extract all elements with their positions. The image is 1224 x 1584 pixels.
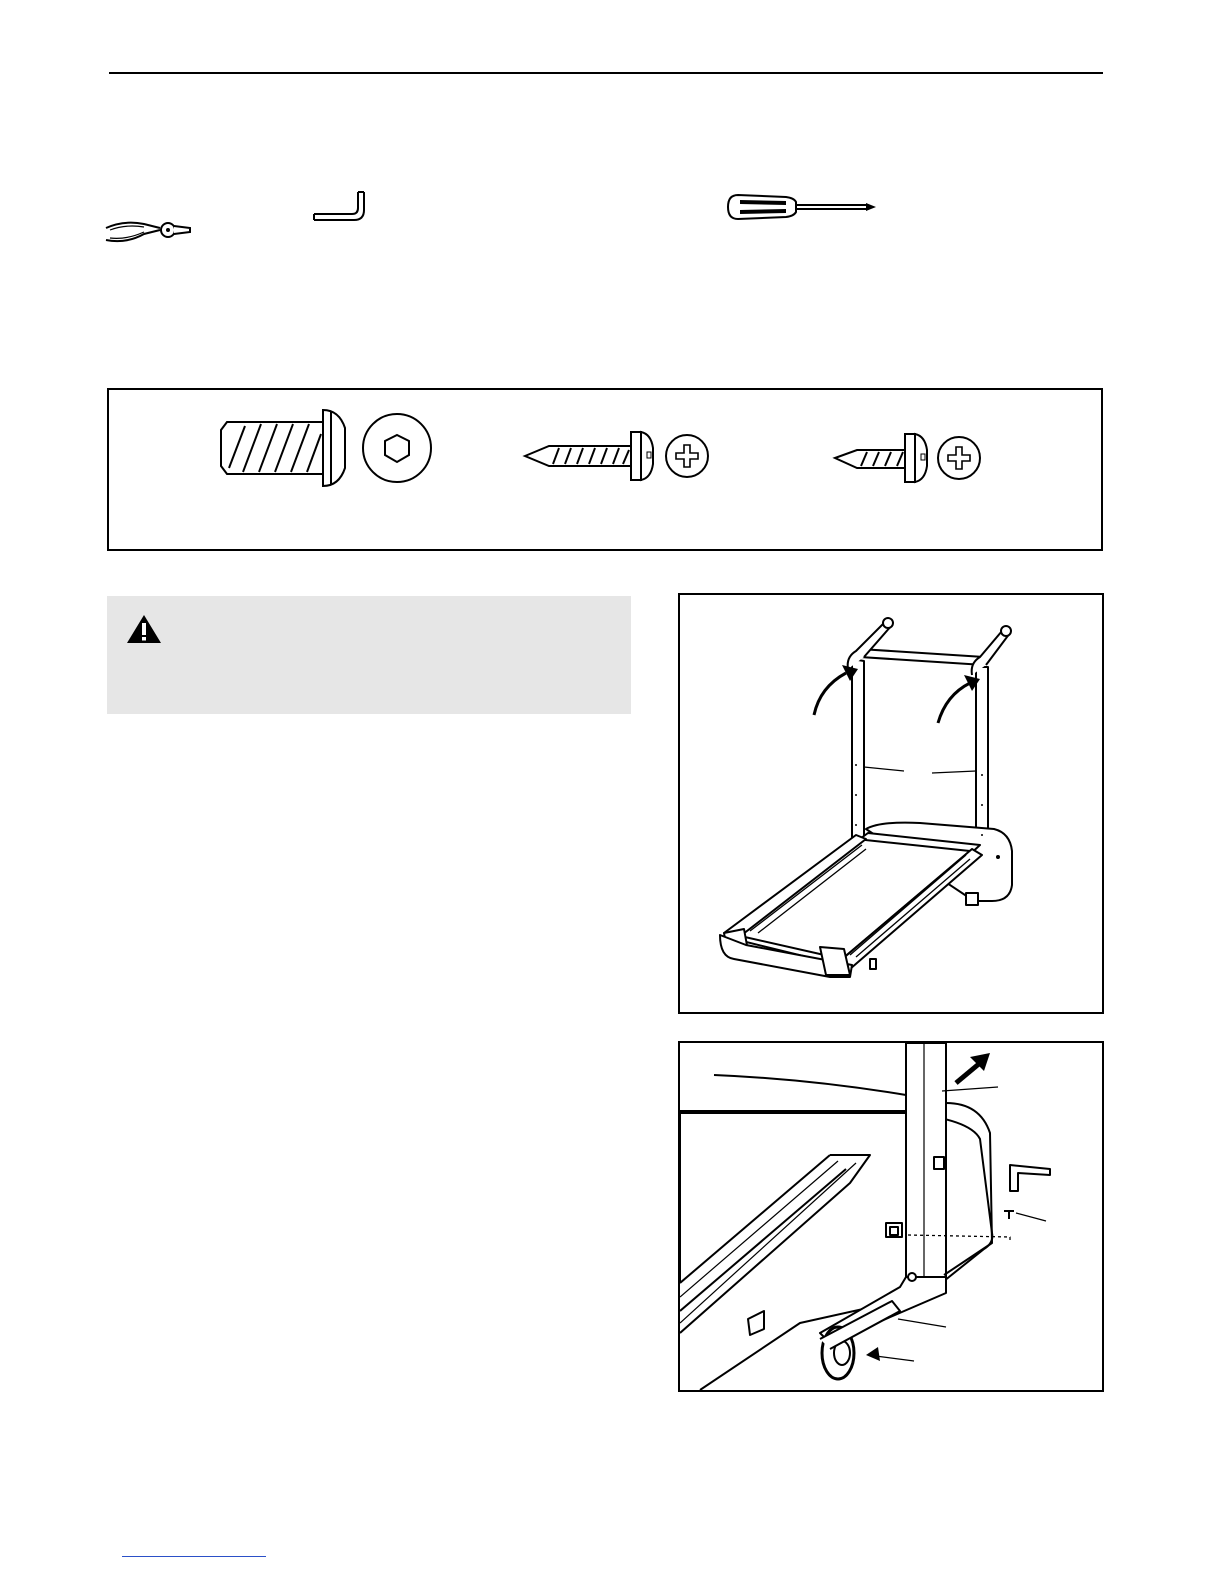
hex-key-icon (312, 190, 372, 224)
hardware-identification-box (107, 388, 1103, 551)
treadmill-icon (680, 595, 1102, 1012)
warning-box (107, 596, 631, 714)
screwdriver-icon (726, 192, 878, 222)
footer-link-underline (122, 1556, 266, 1557)
hex-bolt-icon (215, 408, 445, 488)
pliers-icon (104, 214, 194, 244)
treadmill-detail-icon (680, 1043, 1102, 1390)
header-rule (109, 72, 1103, 74)
figure-1-uprights-raise (678, 593, 1104, 1014)
warning-triangle-icon (126, 614, 162, 644)
phillips-screw-icon (521, 426, 711, 486)
phillips-screw-icon (831, 430, 991, 486)
figure-2-upright-base-detail (678, 1041, 1104, 1392)
